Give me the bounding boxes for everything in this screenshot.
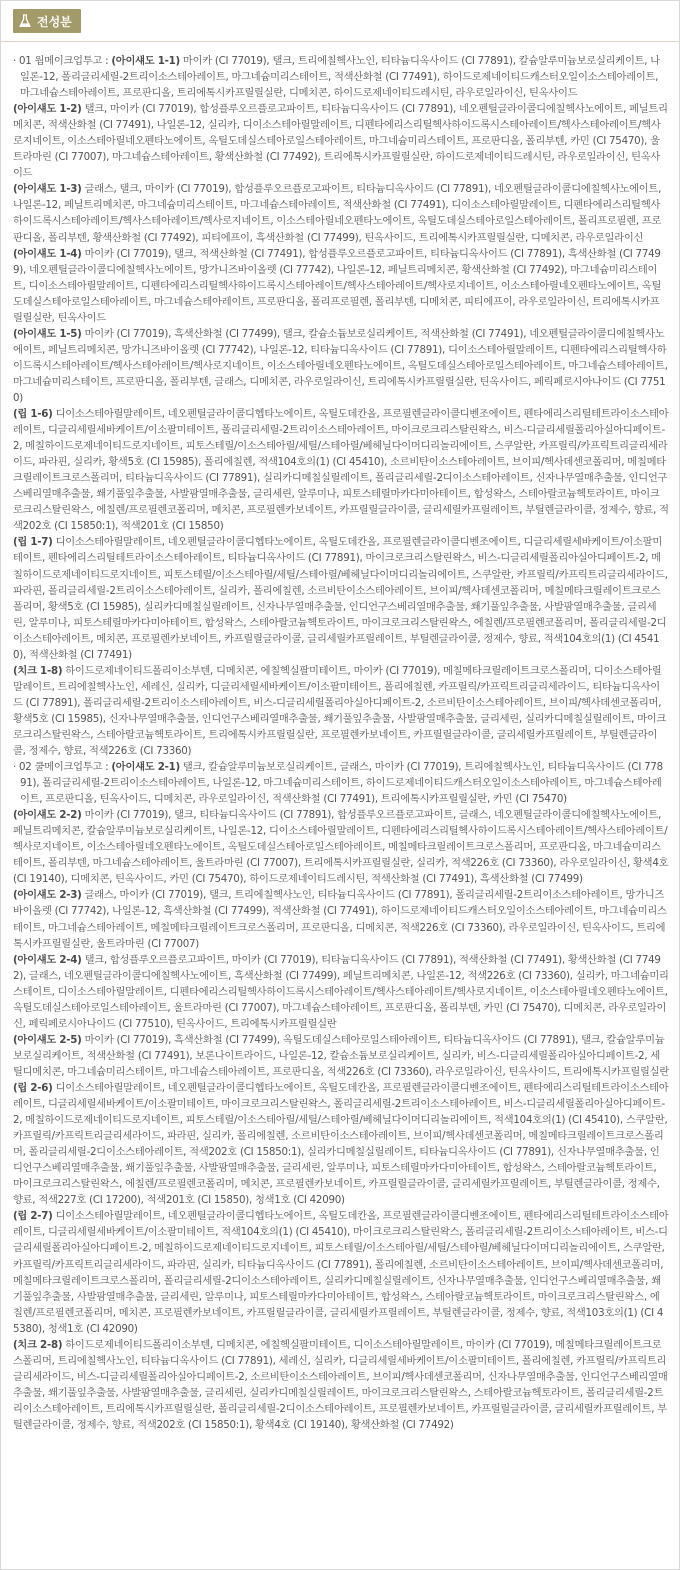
section-badge (13, 9, 81, 33)
ingredient-entry (13, 406, 669, 534)
shade-label: (립 2-6) (13, 1082, 53, 1094)
shade-label: (치크 1-8) (13, 664, 63, 677)
ingredient-text: 디이소스테아릴말레이트, 네오펜틸글라이콜디헵타노에이트, 옥틸도데칸올, 프로필렌글라이콜디벤조에이트, 디글리세릴세바케이트/이소팔미테이트, 펜타에리스리틸테트라이소스테아레이트, 티타늄디옥사이드 (CI 77891), 마이크로크리스탈린왁스, 비스-디글리세릴폴리아실아디페이트-2, 메칠하이드로제네이티드로지네이트, 피토스테릴/이소스테아릴/세틸/스테아릴/베헤닐다이머디리놀리에이트, 스쿠알란, 카프릴릭/카프릭트리글리세라이드, 파라핀, 폴리글리세릴-2트리이소스테아레이트, 실리카, 폴리에칠렌, 소르비탄이소스테아레이트, 브이피/헥사데센코폴리머, 메칠메타크릴레이트크로스폴리머, 황색5호 (CI 15985), 실리카디메칠실릴레이트, 신자나무열매추출물, 인디언구스베리열매추출물, 쐐기풀잎추출물, 사발팜열매추출물, 글리세린, 알루미나, 피토스테릴마카다미아테이트, 합성왁스, 스테아랄코늄헥토라이트, 마이크로크리스탈린왁스, 에칠렌/프로필렌코폴리머, 폴리글리세릴-2디이소스테아레이트, 메치콘, 프로필렌카보네이트, 카프릴릴글라이콜, 글리세릴카프릴레이트, 부틸렌글라이콜, 정제수, 향료, 적색104호의(1) (CI 45410), 적색산화철 (CI 77491) (13, 536, 668, 661)
ingredient-text: 디이소스테아릴말레이트, 네오펜틸글라이콜디헵타노에이트, 옥틸도데칸올, 프로필렌글라이콜디벤조에이트, 펜타에리스리틸테트라이소스테아레이트, 디글리세릴세바케이트/이소팔미테이트, 폴리글리세릴-2트리이소스테아레이트, 마이크로크리스탈린왁스, 비스-디글리세릴폴리아실아디페이트-2, 메칠하이드로제네이티드로지네이트, 피토스테릴/이소스테아릴/세틸/스테아릴/베헤닐다이머디리놀리에이트, 스쿠알란, 카프릴릭/카프릭트리글리세라이드, 파라핀, 실리카, 황색5호 (CI 15985), 폴리에칠렌, 적색104호의(1) (CI 45410), 소르비탄이소스테아레이트, 브이피/헥사데센코폴리머, 메칠메타크릴레이트크로스폴리머, 티타늄디옥사이드 (CI 77891), 실리카디메칠실릴레이트, 폴리글리세릴-2디이소스테아레이트, 신자나무열매추출물, 인디언구스베리열매추출물, 쐐기풀잎추출물, 사발팜열매추출물, 글리세린, 알루미나, 피토스테릴마카다미아테이트, 합성왁스, 스테아랄코늄헥토라이트, 마이크로크리스탈린왁스, 에칠렌/프로필렌코폴리머, 메치콘, 프로필렌카보네이트, 카프릴릴글라이콜, 글리세릴카프릴레이트, 부틸렌글라이콜, 정제수, 향료, 적색202호 (CI 15850:1), 적색201호 (CI 15850) (13, 408, 669, 533)
product-section (13, 759, 669, 1433)
shade-label: (아이섀도 1-4) (13, 247, 82, 260)
ingredient-list (1, 42, 679, 1433)
shade-label: (아이섀도 1-3) (13, 183, 82, 196)
shade-label: (립 1-7) (13, 536, 53, 549)
section-title: 전성분 (37, 14, 72, 29)
ingredient-text: 디이소스테아릴말레이트, 네오펜틸글라이콜디헵타노에이트, 옥틸도데칸올, 프로필렌글라이콜디벤조에이트, 펜타에리스리틸테트라이소스테아레이트, 디글리세릴세바케이트/이소팔미테이트, 마이크로크리스탈린왁스, 폴리글리세릴-2트리이소스테아레이트, 비스-디글리세릴폴리아실아디페이트-2, 메칠하이드로제네이티드로지네이트, 피토스테릴/이소스테아릴/세틸/스테아릴/베헤닐다이머디리놀리에이트, 적색104호의(1) (CI 45410), 스쿠알란, 카프릴릭/카프릭트리글리세라이드, 파라핀, 실리카, 폴리에칠렌, 소르비탄이소스테아레이트, 브이피/헥사데센코폴리머, 메칠메타크릴레이트크로스폴리머, 폴리글리세릴-2디이소스테아레이트, 적색202호 (CI 15850:1), 실리카디메칠실릴레이트, 티타늄디옥사이드 (CI 77891), 신자나무열매추출물, 인디언구스베리열매추출물, 쐐기풀잎추출물, 사발팜열매추출물, 글리세린, 알루미나, 피토스테릴마카다미아테이트, 합성왁스, 스테아랄코늄헥토라이트, 마이크로크리스탈린왁스, 에칠렌/프로필렌코폴리머, 메치콘, 프로필렌카보네이트, 카프릴릴글라이콜, 글리세릴카프릴레이트, 부틸렌글라이콜, 정제수, 향료, 적색227호 (CI 17200), 적색201호 (CI 15850), 청색1호 (CI 42090) (13, 1082, 669, 1207)
ingredient-text: 마이카 (CI 77019), 탤크, 티타늄디옥사이드 (CI 77891), 합성플루오르플로고파이트, 글래스, 네오펜틸글라이콜디에칠헥사노에이트, 페닐트리메치콘, 칼슘알루미늄보로실리케이트, 나일론-12, 디이소스테아릴말레이트, 디펜타에리스리틸헥사하이드록시스테아레이트/헥사스테아레이트/헥사로지네이트, 이소스테아릴네오펜타노에이트, 옥틸도데실스테아로일스테아레이트, 메칠메타크릴레이트크로스폴리머, 프로판디올, 마그네슘미리스테이트, 폴리부텐, 마그네슘스테아레이트, 울트라마린 (CI 77007), 트리에톡시카프릴릴실란, 실리카, 적색226호 (CI 73360), 라우로일라이신, 황색4호 (CI 19140), 디메치콘, 틴옥사이드, 카민 (CI 75470), 하이드로제네이티드레시틴, 적색산화철 (CI 77491), 흑색산화철 (CI 77499) (13, 809, 669, 886)
ingredient-text: 마이카 (CI 77019), 탤크, 트리에칠헥사노인, 티타늄디옥사이드 (CI 77891), 칼슘알루미늄보로실리케이트, 나일론-12, 폴리글리세릴-2트리이소스테아레이트, 마그네슘미리스테이트, 적색산화철 (CI 77491), 하이드로제네이티드캐스터오일이소스테아레이트, 마그네슘스테아레이트, 프로판디올, 트리에톡시카프릴릴실란, 디메치콘, 하이드로제네이티드레시틴, 라우로일라이신, 틴옥사이드 (20, 55, 660, 100)
shade-label: (아이섀도 2-3) (13, 889, 82, 902)
shade-label: (아이섀도 1-5) (13, 327, 82, 340)
shade-label: (아이섀도 1-2) (13, 103, 82, 116)
ingredient-text: 탤크, 마이카 (CI 77019), 합성플루오르플로고파이트, 티타늄디옥사이드 (CI 77891), 네오펜틸글라이콜디에칠헥사노에이트, 페닐트리메치콘, 적색산화철 (CI 77491), 나일론-12, 실리카, 디이소스테아릴말레이트, 디펜타에리스리틸헥사하이드록시스테아레이트/헥사스테아레이트/헥사로지네이트, 이소스테아릴네오펜타노에이트, 옥틸도데실스테아로일스테아레이트, 마그네슘미리스테이트, 프로판디올, 폴리부텐, 카민 (CI 75470), 울트라마린 (CI 77007), 마그네슘스테아레이트, 황색산화철 (CI 77492), 트리에톡시카프릴릴실란, 하이드로제네이티드레시틴, 라우로일라이신, 틴옥사이드 (13, 103, 668, 180)
ingredient-entry (13, 1208, 669, 1336)
flask-icon (18, 14, 32, 28)
ingredient-entry (13, 759, 669, 807)
shade-label: (아이섀도 2-5) (13, 1033, 82, 1046)
ingredient-entry (13, 246, 669, 326)
product-prefix: · 02 쿨메이크업투고 : (13, 761, 112, 774)
ingredient-entry (13, 1032, 669, 1080)
product-prefix: · 01 웜메이크업투고 : (13, 55, 112, 67)
product-section (13, 53, 669, 759)
ingredient-text: 마이카 (CI 77019), 흑색산화철 (CI 77499), 옥틸도데실스테아로일스테아레이트, 티타늄디옥사이드 (CI 77891), 탤크, 칼슘알루미늄보로실리케이트, 적색산화철 (CI 77491), 보론나이트라이드, 나일론-12, 칼슘소듐보로실리케이트, 실리카, 비스-디글리세릴폴리아실아디페이트-2, 세틸디메치콘, 마그네슘미리스테이트, 마그네슘스테아레이트, 프로판디올, 적색226호 (CI 73360), 라우로일라이신, 틴옥사이드, 트리에톡시카프릴릴실란 (13, 1033, 669, 1078)
ingredient-entry (13, 326, 669, 406)
ingredient-text: 탤크, 칼슘알루미늄보로실리케이트, 글래스, 마이카 (CI 77019), 트리에칠헥사노인, 티타늄디옥사이드 (CI 77891), 폴리글리세릴-2트리이소스테아레이트, 나일론-12, 마그네슘미리스테이트, 하이드로제네이티드캐스터오일이소스테아레이트, 마그네슘스테아레이트, 프로판디올, 틴옥사이드, 디메치콘, 라우로일라이신, 적색산화철 (CI 77491), 트리에톡시카프릴릴실란, 카민 (CI 75470) (20, 761, 663, 806)
ingredient-text: 글래스, 탤크, 마이카 (CI 77019), 합성플루오르플로고파이트, 티타늄디옥사이드 (CI 77891), 네오펜틸글라이콜디에칠헥사노에이트, 나일론-12, 페닐트리메치콘, 마그네슘미리스테이트, 마그네슘스테아레이트, 적색산화철 (CI 77491), 디이소스테아릴말레이트, 디펜타에리스리틸헥사하이드록시스테아레이트/헥사스테아레이트/헥사로지네이트, 이소스테아릴네오펜타노에이트, 옥틸도데실스테아로일스테아레이트, 폴리프로필렌, 프로판디올, 폴리부텐, 황색산화철 (CI 77492), 피티에프이, 흑색산화철 (CI 77499), 틴옥사이드, 트리에톡시카프릴릴실란, 디메치콘, 라우로일라이신 (13, 183, 662, 244)
ingredient-entry (13, 887, 669, 951)
shade-label: (치크 2-8) (13, 1338, 63, 1351)
shade-label: (아이섀도 2-4) (13, 953, 82, 966)
ingredient-entry (13, 807, 669, 887)
ingredient-text: 디이소스테아릴말레이트, 네오펜틸글라이콜디헵타노에이트, 옥틸도데칸올, 프로필렌글라이콜디벤조에이트, 펜타에리스리틸테트라이소스테아레이트, 디글리세릴세바케이트/이소팔미테이트, 적색104호의(1) (CI 45410), 마이크로크리스탈린왁스, 폴리글리세릴-2트리이소스테아레이트, 비스-디글리세릴폴리아실아디페이트-2, 메칠하이드로제네이티드로지네이트, 피토스테릴/이소스테아릴/세틸/스테아릴/베헤닐다이머디리놀리에이트, 스쿠알란, 카프릴릭/카프릭트리글리세라이드, 파라핀, 실리카, 티타늄디옥사이드 (CI 77891), 폴리에칠렌, 소르비탄이소스테아레이트, 브이피/헥사데센코폴리머, 메칠메타크릴레이트크로스폴리머, 폴리글리세릴-2디이소스테아레이트, 실리카디메칠실릴레이트, 신자나무열매추출물, 인디언구스베리열매추출물, 쐐기풀잎추출물, 사발팜열매추출물, 글리세린, 알루미나, 피토스테릴마카다미아테이트, 합성왁스, 스테아랄코늄헥토라이트, 마이크로크리스탈린왁스, 에칠렌/프로필렌코폴리머, 메치콘, 프로필렌카보네이트, 카프릴릴글라이콜, 글리세릴카프릴레이트, 부틸렌글라이콜, 정제수, 향료, 적색103호의(1) (CI 45380), 청색1호 (CI 42090) (13, 1210, 669, 1335)
ingredient-text: 하이드로제네이티드폴리이소부텐, 디메치콘, 에칠헥실팔미테이트, 마이카 (CI 77019), 메칠메타크릴레이트크로스폴리머, 디이소스테아릴말레이트, 트리에칠헥사노인, 세레신, 실리카, 디글리세릴세바케이트/이소팔미테이트, 폴리에칠렌, 카프릴릭/카프릭트리글리세라이드, 티타늄디옥사이드 (CI 77891), 폴리글리세릴-2트리이소스테아레이트, 비스-디글리세릴폴리아실아디페이트-2, 소르비탄이소스테아레이트, 브이피/헥사데센코폴리머, 황색5호 (CI 15985), 신자나무열매추출물, 인디언구스베리열매추출물, 쐐기풀잎추출물, 사발팜열매추출물, 글리세린, 실리카디메칠실릴레이트, 마이크로크리스탈린왁스, 스테아랄코늄헥토라이트, 트리에톡시카프릴릴실란, 프로필렌카보네이트, 카프릴릴글라이콜, 글리세릴카프릴레이트, 부틸렌글라이콜, 정제수, 향료, 적색226호 (CI 73360) (13, 664, 667, 758)
ingredient-entry (13, 53, 669, 101)
ingredient-text: 마이카 (CI 77019), 탤크, 적색산화철 (CI 77491), 합성플루오르플로고파이트, 티타늄디옥사이드 (CI 77891), 흑색산화철 (CI 77499), 네오펜틸글라이콜디에칠헥사노에이트, 망가니즈바이올렛 (CI 77742), 나일론-12, 페닐트리메치콘, 황색산화철 (CI 77492), 마그네슘미리스테이트, 디이소스테아릴말레이트, 디펜타에리스리틸헥사하이드록시스테아레이트/헥사스테아레이트/헥사로지네이트, 이소스테아릴네오펜타노에이트, 옥틸도데실스테아로일스테아레이트, 마그네슘스테아레이트, 프로판디올, 폴리프로필렌, 폴리부텐, 디메치콘, 피티에프이, 라우로일라이신, 트리에톡시카프릴릴실란, 틴옥사이드 (13, 247, 662, 324)
ingredient-entry (13, 663, 669, 759)
shade-label: (아이섀도 2-2) (13, 809, 82, 822)
ingredient-entry (13, 101, 669, 181)
shade-label: (립 2-7) (13, 1210, 53, 1223)
ingredient-entry (13, 1080, 669, 1208)
ingredient-entry (13, 1337, 669, 1433)
panel-header (1, 1, 679, 42)
ingredient-text: 글래스, 마이카 (CI 77019), 탤크, 트리에칠헥사노인, 티타늄디옥사이드 (CI 77891), 폴리글리세릴-2트리이소스테아레이트, 망가니즈바이올렛 (CI 77742), 나일론-12, 흑색산화철 (CI 77499), 적색산화철 (CI 77491), 하이드로제네이티드캐스터오일이소스테아레이트, 마그네슘미리스테이트, 마그네슘스테아레이트, 메칠메타크릴레이트크로스폴리머, 프로판디올, 디메치콘, 적색226호 (CI 73360), 라우로일라이신, 틴옥사이드, 트리에톡시카프릴릴실란, 울트라마린 (CI 77007) (13, 889, 667, 950)
ingredient-entry (13, 952, 669, 1032)
shade-label: (립 1-6) (13, 408, 53, 421)
shade-label: (아이섀도 1-1) (111, 55, 180, 67)
ingredient-entry (13, 181, 669, 245)
ingredient-text: 탤크, 합성플루오르플로고파이트, 마이카 (CI 77019), 티타늄디옥사이드 (CI 77891), 적색산화철 (CI 77491), 황색산화철 (CI 77492), 글래스, 네오펜틸글라이콜디에칠헥사노에이트, 흑색산화철 (CI 77499), 페닐트리메치콘, 나일론-12, 적색226호 (CI 73360), 실리카, 마그네슘미리스테이트, 디이소스테아릴말레이트, 디펜타에리스리틸헥사하이드록시스테아레이트/헥사스테아레이트/헥사로지네이트, 이소스테아릴네오펜타노에이트, 옥틸도데실스테아로일스테아레이트, 울트라마린 (CI 77007), 마그네슘스테아레이트, 프로판디올, 폴리부텐, 카민 (CI 75470), 디메치콘, 라우로일라이신, 페릭페로시아나이드 (CI 77510), 틴옥사이드, 트리에톡시카프릴릴실란 (13, 953, 669, 1030)
ingredient-entry (13, 534, 669, 662)
ingredient-text: 하이드로제네이티드폴리이소부텐, 디메치콘, 에칠헥실팔미테이트, 디이소스테아릴말레이트, 마이카 (CI 77019), 메칠메타크릴레이트크로스폴리머, 트리에칠헥사노인, 티타늄디옥사이드 (CI 77891), 세레신, 실리카, 디글리세릴세바케이트/이소팔미테이트, 폴리에칠렌, 카프릴릭/카프릭트리글리세라이드, 비스-디글리세릴폴리아실아디페이트-2, 소르비탄이소스테아레이트, 브이피/헥사데센코폴리머, 신자나무열매추출물, 인디언구스베리열매추출물, 쐐기풀잎추출물, 사발팜열매추출물, 글리세린, 실리카디메칠실릴레이트, 마이크로크리스탈린왁스, 스테아랄코늄헥토라이트, 폴리글리세릴-2트리이소스테아레이트, 트리에톡시카프릴릴실란, 폴리글리세릴-2디이소스테아레이트, 프로필렌카보네이트, 카프릴릴글라이콜, 글리세릴카프릴레이트, 부틸렌글라이콜, 정제수, 향료, 적색202호 (CI 15850:1), 황색4호 (CI 19140), 황색산화철 (CI 77492) (13, 1338, 668, 1431)
ingredient-text: 마이카 (CI 77019), 흑색산화철 (CI 77499), 탤크, 칼슘소듐보로실리케이트, 적색산화철 (CI 77491), 네오펜틸글라이콜디에칠헥사노에이트, 페닐트리메치콘, 망가니즈바이올렛 (CI 77742), 나일론-12, 티타늄디옥사이드 (CI 77891), 디이소스테아릴말레이트, 디펜타에리스리틸헥사하이드록시스테아레이트/헥사스테아레이트/헥사로지네이트, 이소스테아릴네오펜타노에이트, 옥틸도데실스테아로일스테아레이트, 마그네슘스테아레이트, 마그네슘미리스테이트, 프로판디올, 폴리부텐, 글래스, 디메치콘, 라우로일라이신, 트리에톡시카프릴릴실란, 틴옥사이드, 페릭페로시아나이드 (CI 77510) (13, 327, 668, 404)
shade-label: (아이섀도 2-1) (111, 761, 180, 774)
